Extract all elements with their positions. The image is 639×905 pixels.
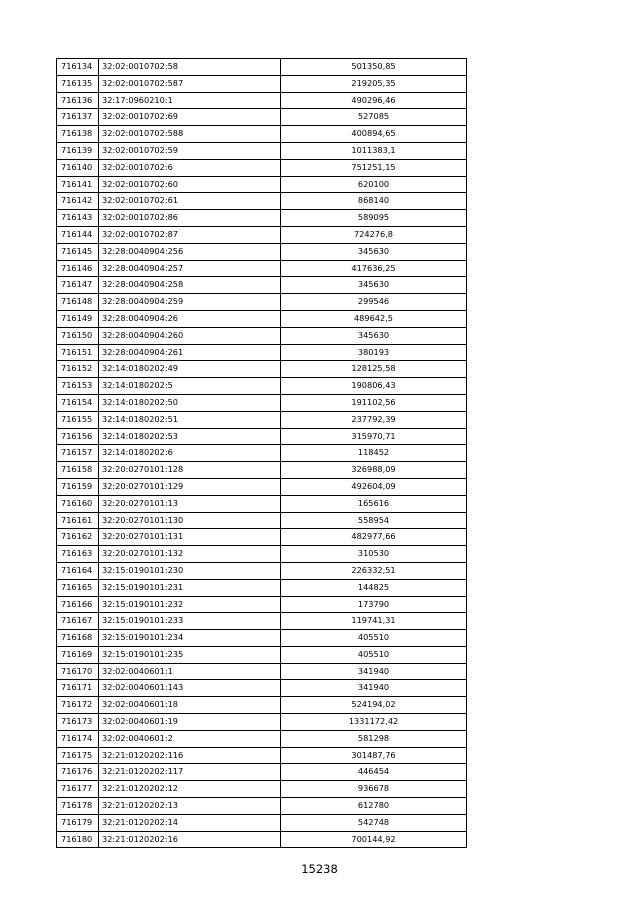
cadastral-number-cell: 32:15:0190101:230 xyxy=(99,562,281,579)
table-row xyxy=(57,176,467,193)
row-id-cell: 716177 xyxy=(57,781,99,798)
cadastral-number-cell: 32:28:0040904:261 xyxy=(99,344,281,361)
value-cell: 326988,09 xyxy=(281,462,467,479)
value-cell: 191102,56 xyxy=(281,394,467,411)
cadastral-number-cell: 32:02:0010702:58 xyxy=(99,59,281,76)
row-id-cell: 716158 xyxy=(57,462,99,479)
table-body xyxy=(57,59,467,848)
cadastral-number-cell: 32:21:0120202:14 xyxy=(99,814,281,831)
cadastral-number-cell: 32:15:0190101:234 xyxy=(99,630,281,647)
value-cell: 237792,39 xyxy=(281,411,467,428)
value-cell: 524194,02 xyxy=(281,697,467,714)
cadastral-number-cell: 32:21:0120202:12 xyxy=(99,781,281,798)
cadastral-number-cell: 32:21:0120202:13 xyxy=(99,798,281,815)
cadastral-number-cell: 32:28:0040904:259 xyxy=(99,294,281,311)
value-cell: 527085 xyxy=(281,109,467,126)
cadastral-number-cell: 32:20:0270101:129 xyxy=(99,478,281,495)
table-row xyxy=(57,327,467,344)
table-row xyxy=(57,579,467,596)
value-cell: 219205,35 xyxy=(281,75,467,92)
value-cell: 542748 xyxy=(281,814,467,831)
table-row xyxy=(57,243,467,260)
value-cell: 380193 xyxy=(281,344,467,361)
row-id-cell: 716142 xyxy=(57,193,99,210)
cadastral-number-cell: 32:14:0180202:6 xyxy=(99,445,281,462)
cadastral-number-cell: 32:28:0040904:257 xyxy=(99,260,281,277)
table-row xyxy=(57,512,467,529)
cadastral-number-cell: 32:02:0010702:60 xyxy=(99,176,281,193)
value-cell: 936678 xyxy=(281,781,467,798)
cadastral-number-cell: 32:28:0040904:256 xyxy=(99,243,281,260)
row-id-cell: 716157 xyxy=(57,445,99,462)
value-cell: 119741,31 xyxy=(281,613,467,630)
value-cell: 489642,5 xyxy=(281,310,467,327)
cadastral-number-cell: 32:28:0040904:26 xyxy=(99,310,281,327)
cadastral-number-cell: 32:14:0180202:5 xyxy=(99,378,281,395)
row-id-cell: 716175 xyxy=(57,747,99,764)
table-row xyxy=(57,109,467,126)
table-row xyxy=(57,747,467,764)
value-cell: 417636,25 xyxy=(281,260,467,277)
cadastral-number-cell: 32:20:0270101:128 xyxy=(99,462,281,479)
cadastral-number-cell: 32:15:0190101:233 xyxy=(99,613,281,630)
table-row xyxy=(57,495,467,512)
table-row xyxy=(57,277,467,294)
table-row xyxy=(57,260,467,277)
cadastral-number-cell: 32:15:0190101:235 xyxy=(99,646,281,663)
value-cell: 345630 xyxy=(281,277,467,294)
value-cell: 405510 xyxy=(281,630,467,647)
value-cell: 301487,76 xyxy=(281,747,467,764)
row-id-cell: 716145 xyxy=(57,243,99,260)
table-row xyxy=(57,445,467,462)
table-row xyxy=(57,361,467,378)
cadastral-number-cell: 32:02:0040601:1 xyxy=(99,663,281,680)
row-id-cell: 716171 xyxy=(57,680,99,697)
row-id-cell: 716140 xyxy=(57,159,99,176)
row-id-cell: 716154 xyxy=(57,394,99,411)
row-id-cell: 716153 xyxy=(57,378,99,395)
row-id-cell: 716148 xyxy=(57,294,99,311)
row-id-cell: 716173 xyxy=(57,714,99,731)
value-cell: 446454 xyxy=(281,764,467,781)
row-id-cell: 716135 xyxy=(57,75,99,92)
row-id-cell: 716137 xyxy=(57,109,99,126)
row-id-cell: 716136 xyxy=(57,92,99,109)
cadastral-number-cell: 32:02:0010702:587 xyxy=(99,75,281,92)
row-id-cell: 716172 xyxy=(57,697,99,714)
row-id-cell: 716141 xyxy=(57,176,99,193)
row-id-cell: 716146 xyxy=(57,260,99,277)
cadastral-number-cell: 32:14:0180202:50 xyxy=(99,394,281,411)
row-id-cell: 716179 xyxy=(57,814,99,831)
table-row xyxy=(57,226,467,243)
row-id-cell: 716178 xyxy=(57,798,99,815)
table-row xyxy=(57,59,467,76)
row-id-cell: 716155 xyxy=(57,411,99,428)
value-cell: 310530 xyxy=(281,546,467,563)
row-id-cell: 716169 xyxy=(57,646,99,663)
cadastral-number-cell: 32:02:0040601:143 xyxy=(99,680,281,697)
table-row xyxy=(57,428,467,445)
table-row xyxy=(57,159,467,176)
table-row xyxy=(57,529,467,546)
cadastral-number-cell: 32:14:0180202:53 xyxy=(99,428,281,445)
value-cell: 724276,8 xyxy=(281,226,467,243)
cadastral-number-cell: 32:15:0190101:232 xyxy=(99,596,281,613)
value-cell: 620100 xyxy=(281,176,467,193)
table-row xyxy=(57,562,467,579)
value-cell: 173790 xyxy=(281,596,467,613)
row-id-cell: 716149 xyxy=(57,310,99,327)
table-row xyxy=(57,210,467,227)
table-row xyxy=(57,697,467,714)
table-row xyxy=(57,310,467,327)
table-row xyxy=(57,730,467,747)
value-cell: 1331172,42 xyxy=(281,714,467,731)
value-cell: 118452 xyxy=(281,445,467,462)
row-id-cell: 716147 xyxy=(57,277,99,294)
cadastral-number-cell: 32:02:0010702:86 xyxy=(99,210,281,227)
cadastral-number-cell: 32:20:0270101:131 xyxy=(99,529,281,546)
value-cell: 482977,66 xyxy=(281,529,467,546)
value-cell: 226332,51 xyxy=(281,562,467,579)
value-cell: 165616 xyxy=(281,495,467,512)
table-row xyxy=(57,394,467,411)
cadastral-number-cell: 32:02:0010702:87 xyxy=(99,226,281,243)
cadastral-number-cell: 32:20:0270101:130 xyxy=(99,512,281,529)
value-cell: 341940 xyxy=(281,663,467,680)
cadastral-value-table xyxy=(56,58,467,848)
cadastral-number-cell: 32:02:0010702:61 xyxy=(99,193,281,210)
cadastral-number-cell: 32:17:0960210:1 xyxy=(99,92,281,109)
table-row xyxy=(57,378,467,395)
value-cell: 128125,58 xyxy=(281,361,467,378)
cadastral-number-cell: 32:20:0270101:13 xyxy=(99,495,281,512)
value-cell: 612780 xyxy=(281,798,467,815)
table-row xyxy=(57,714,467,731)
cadastral-number-cell: 32:28:0040904:260 xyxy=(99,327,281,344)
row-id-cell: 716180 xyxy=(57,831,99,848)
table-row xyxy=(57,142,467,159)
table-row xyxy=(57,411,467,428)
table-row xyxy=(57,546,467,563)
value-cell: 345630 xyxy=(281,243,467,260)
row-id-cell: 716163 xyxy=(57,546,99,563)
row-id-cell: 716162 xyxy=(57,529,99,546)
value-cell: 400894,65 xyxy=(281,126,467,143)
value-cell: 190806,43 xyxy=(281,378,467,395)
value-cell: 341940 xyxy=(281,680,467,697)
value-cell: 405510 xyxy=(281,646,467,663)
cadastral-number-cell: 32:15:0190101:231 xyxy=(99,579,281,596)
value-cell: 490296,46 xyxy=(281,92,467,109)
row-id-cell: 716176 xyxy=(57,764,99,781)
table-row xyxy=(57,764,467,781)
value-cell: 751251,15 xyxy=(281,159,467,176)
cadastral-number-cell: 32:28:0040904:258 xyxy=(99,277,281,294)
value-cell: 589095 xyxy=(281,210,467,227)
cadastral-number-cell: 32:02:0040601:19 xyxy=(99,714,281,731)
cadastral-number-cell: 32:02:0040601:2 xyxy=(99,730,281,747)
page-number: 15238 xyxy=(301,862,338,876)
row-id-cell: 716138 xyxy=(57,126,99,143)
table-row xyxy=(57,646,467,663)
value-cell: 868140 xyxy=(281,193,467,210)
table-row xyxy=(57,92,467,109)
cadastral-number-cell: 32:02:0010702:59 xyxy=(99,142,281,159)
row-id-cell: 716159 xyxy=(57,478,99,495)
row-id-cell: 716174 xyxy=(57,730,99,747)
value-cell: 700144,92 xyxy=(281,831,467,848)
value-cell: 1011383,1 xyxy=(281,142,467,159)
value-cell: 501350,85 xyxy=(281,59,467,76)
row-id-cell: 716168 xyxy=(57,630,99,647)
row-id-cell: 716156 xyxy=(57,428,99,445)
table-row xyxy=(57,126,467,143)
value-cell: 345630 xyxy=(281,327,467,344)
value-cell: 558954 xyxy=(281,512,467,529)
value-cell: 315970,71 xyxy=(281,428,467,445)
table-row xyxy=(57,75,467,92)
row-id-cell: 716161 xyxy=(57,512,99,529)
row-id-cell: 716164 xyxy=(57,562,99,579)
value-cell: 144825 xyxy=(281,579,467,596)
table-row xyxy=(57,596,467,613)
table-row xyxy=(57,193,467,210)
row-id-cell: 716150 xyxy=(57,327,99,344)
table-row xyxy=(57,814,467,831)
row-id-cell: 716166 xyxy=(57,596,99,613)
value-cell: 581298 xyxy=(281,730,467,747)
cadastral-number-cell: 32:20:0270101:132 xyxy=(99,546,281,563)
table-row xyxy=(57,798,467,815)
row-id-cell: 716144 xyxy=(57,226,99,243)
table-row xyxy=(57,478,467,495)
table-row xyxy=(57,663,467,680)
cadastral-number-cell: 32:21:0120202:117 xyxy=(99,764,281,781)
cadastral-number-cell: 32:02:0010702:6 xyxy=(99,159,281,176)
cadastral-number-cell: 32:21:0120202:16 xyxy=(99,831,281,848)
row-id-cell: 716170 xyxy=(57,663,99,680)
cadastral-number-cell: 32:14:0180202:51 xyxy=(99,411,281,428)
row-id-cell: 716165 xyxy=(57,579,99,596)
cadastral-number-cell: 32:02:0010702:69 xyxy=(99,109,281,126)
table-row xyxy=(57,680,467,697)
row-id-cell: 716160 xyxy=(57,495,99,512)
table-row xyxy=(57,831,467,848)
row-id-cell: 716143 xyxy=(57,210,99,227)
cadastral-number-cell: 32:02:0040601:18 xyxy=(99,697,281,714)
table-row xyxy=(57,630,467,647)
table-row xyxy=(57,344,467,361)
table-row xyxy=(57,781,467,798)
cadastral-number-cell: 32:21:0120202:116 xyxy=(99,747,281,764)
row-id-cell: 716134 xyxy=(57,59,99,76)
table-row xyxy=(57,462,467,479)
table-row xyxy=(57,294,467,311)
row-id-cell: 716152 xyxy=(57,361,99,378)
cadastral-number-cell: 32:14:0180202:49 xyxy=(99,361,281,378)
row-id-cell: 716139 xyxy=(57,142,99,159)
value-cell: 492604,09 xyxy=(281,478,467,495)
cadastral-number-cell: 32:02:0010702:588 xyxy=(99,126,281,143)
value-cell: 299546 xyxy=(281,294,467,311)
row-id-cell: 716167 xyxy=(57,613,99,630)
table-row xyxy=(57,613,467,630)
row-id-cell: 716151 xyxy=(57,344,99,361)
